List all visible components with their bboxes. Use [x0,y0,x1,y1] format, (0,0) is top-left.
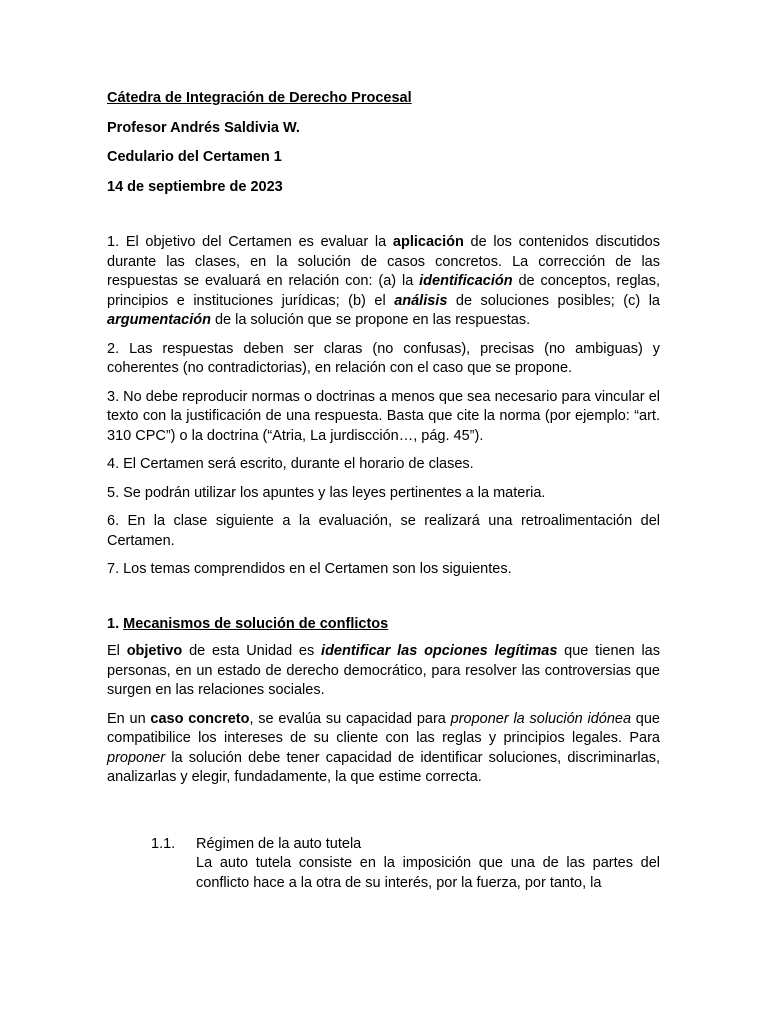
section-heading: 1. Mecanismos de solución de conflictos [107,615,389,632]
item-4: 4. El Certamen será escrito, durante el horario de clases. [107,456,474,472]
document-title: Cedulario del Certamen 1 [107,149,282,165]
subsection-body [196,835,660,894]
course-title: Cátedra de Integración de Derecho Procesal [107,90,412,106]
item-1: 1. El objetivo del Certamen es evaluar la aplicación de los contenidos discutidos durante las clases, en la solución de casos concretos. La corrección de las respuestas se evaluará en relación con: (a) la identificación de conceptos, reglas, principios e instituciones jurídicas; (b) el análisis de soluciones posibles; (c) la argumentación de la solución que se propone en las respuestas. [107,234,660,328]
subsection-title: Régimen de la auto tutela [196,835,362,852]
item-5: 5. Se podrán utilizar los apuntes y las leyes pertinentes a la materia. [107,484,546,501]
section-paragraph-1: El objetivo de esta Unidad es identificar las opciones legítimas que tienen las personas, en un estado de derecho democrático, para resolver las controversias que surgen en las relaciones sociales. [107,643,661,698]
item-3: 3. No debe reproducir normas o doctrinas a menos que sea necesario para vincular el texto con la justificación de una respuesta. Basta que cite la norma (por ejemplo: “art. 310 CPC”) o la doctrina (“Atria, La jurdiscción…, pág. 45”). [107,388,660,444]
document-content [107,89,660,893]
document-date: 14 de septiembre de 2023 [107,178,283,195]
item-2: 2. Las respuestas deben ser claras (no confusas), precisas (no ambiguas) y coherentes (no contradictorias), en relación con el caso que se propone. [107,340,660,376]
item-6: 6. En la clase siguiente a la evaluación, se realizará una retroalimentación del Certamen. [107,513,660,549]
subsection [151,835,660,894]
subsection-number: 1.1. [151,835,176,852]
item-7: 7. Los temas comprendidos en el Certamen son los siguientes. [107,561,512,577]
professor-name: Profesor Andrés Saldivia W. [107,119,300,136]
subsection-text: La auto tutela consiste en la imposición que una de las partes del conflicto hace a la otra de su interés, por la fuerza, por tanto, la [196,855,660,891]
section-paragraph-2: En un caso concreto, se evalúa su capacidad para proponer la solución idónea que compatibilice los intereses de su cliente con las reglas y principios legales. Para proponer la solución debe tener capacidad de identificar soluciones, discriminarlas, analizarlas y elegir, fundadamente, la que estime correcta. [107,710,660,785]
